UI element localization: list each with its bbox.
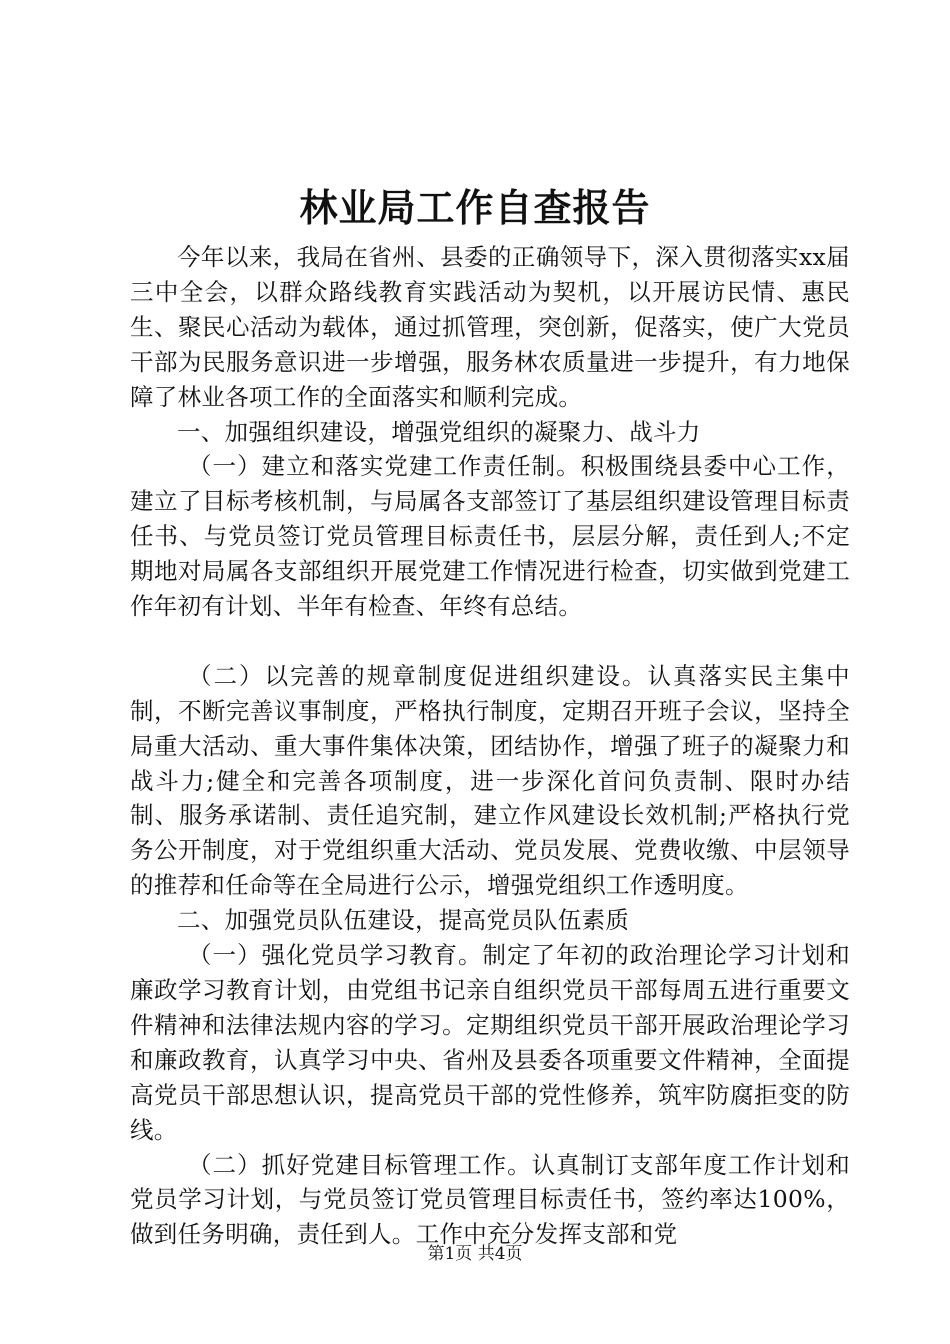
document-body xyxy=(130,240,850,1252)
page-footer: 第1页 共4页 xyxy=(427,1244,523,1264)
paragraph-2-2: （二）抓好党建目标管理工作。认真制订支部年度工作计划和党员学习计划，与党员签订党员管理目标责任书，签约率达100%，做到任务明确，责任到人。工作中充分发挥支部和党 xyxy=(130,1150,850,1249)
paragraph-1-2: （二）以完善的规章制度促进组织建设。认真落实民主集中制，不断完善议事制度，严格执行制度，定期召开班子会议，坚持全局重大活动、重大事件集体决策，团结协作，增强了班子的凝聚力和战斗力;健全和完善各项制度，进一步深化首问负责制、限时办结制、服务承诺制、责任追究制，建立作风建设长效机制;严格执行党务公开制度，对于党组织重大活动、党员发展、党费收缴、中层领导的推荐和任命等在全局进行公示，增强党组织工作透明度。 xyxy=(130,661,850,900)
page-title: 林业局工作自查报告 xyxy=(299,185,651,230)
paragraph-2-1: （一）强化党员学习教育。制定了年初的政治理论学习计划和廉政学习教育计划，由党组书记亲自组织党员干部每周五进行重要文件精神和法律法规内容的学习。定期组织党员干部开展政治理论学习和廉政教育，认真学习中央、省州及县委各项重要文件精神，全面提高党员干部思想认识，提高党员干部的党性修养，筑牢防腐拒变的防线。 xyxy=(130,941,850,1144)
section-heading-2: 二、加强党员队伍建设，提高党员队伍素质 xyxy=(177,906,630,935)
paragraph-1-1: （一）建立和落实党建工作责任制。积极围绕县委中心工作，建立了目标考核机制，与局属各支部签订了基层组织建设管理目标责任书、与党员签订党员管理目标责任书，层层分解，责任到人;不定期地对局属各支部组织开展党建工作情况进行检查，切实做到党建工作年初有计划、半年有检查、年终有总结。 xyxy=(130,452,850,621)
section-heading-1: 一、加强组织建设，增强党组织的凝聚力、战斗力 xyxy=(177,417,701,446)
intro-paragraph: 今年以来，我局在省州、县委的正确领导下，深入贯彻落实xx届三中全会，以群众路线教育实践活动为契机，以开展访民情、惠民生、聚民心活动为载体，通过抓管理，突创新，促落实，使广大党员干部为民服务意识进一步增强，服务林农质量进一步提升，有力地保障了林业各项工作的全面落实和顺利完成。 xyxy=(130,243,850,411)
